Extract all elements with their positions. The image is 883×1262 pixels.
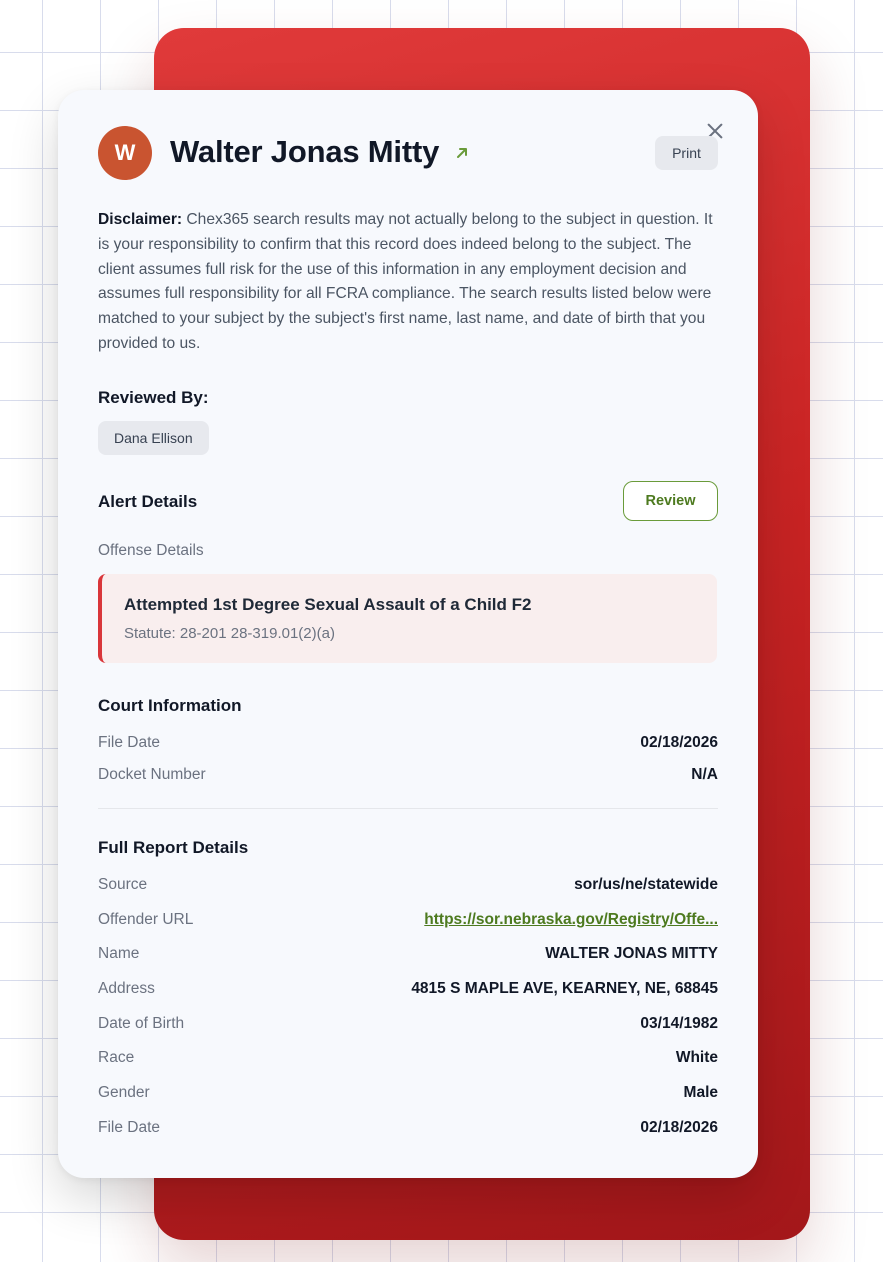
external-link-icon[interactable] — [455, 146, 469, 160]
court-row-file-date — [98, 734, 718, 756]
disclaimer-text: Chex365 search results may not actually belong to the subject in question. It is your responsibility to confirm that this record does indeed belong to the subject. The client assumes full risk for the use of this information in any employment decision and assumes full responsibility for all FCRA compliance. The search results listed below were matched to your subject by the subject's first name, last name, and date of birth that you provided to us. — [98, 211, 713, 352]
court-information-title: Court Information — [98, 696, 242, 715]
row-label: Race — [98, 1049, 135, 1066]
row-label: File Date — [98, 1119, 161, 1136]
divider — [98, 808, 718, 809]
report-row-source — [98, 876, 718, 898]
reviewer-chip: Dana Ellison — [98, 421, 209, 455]
report-row-address — [98, 980, 718, 1002]
row-label: Gender — [98, 1084, 150, 1101]
row-label: Docket Number — [98, 766, 206, 783]
report-row-file-date — [98, 1119, 718, 1141]
print-button[interactable]: Print — [655, 136, 718, 170]
report-row-race — [98, 1049, 718, 1071]
disclaimer-label: Disclaimer: — [98, 211, 183, 228]
row-label: File Date — [98, 734, 161, 751]
court-row-docket-number — [98, 766, 718, 788]
subject-name: Walter Jonas Mitty — [170, 134, 440, 169]
row-label: Offender URL — [98, 911, 194, 928]
row-value: 4815 S MAPLE AVE, KEARNEY, NE, 68845 — [411, 980, 718, 997]
row-label: Name — [98, 945, 140, 962]
report-row-offender-url — [98, 911, 718, 933]
full-report-title: Full Report Details — [98, 838, 249, 857]
offense-card — [98, 574, 717, 663]
report-row-gender — [98, 1084, 718, 1106]
offense-statute: Statute: 28-201 28-319.01(2)(a) — [124, 625, 335, 642]
report-row-name — [98, 945, 718, 967]
dialog-header — [98, 126, 718, 180]
review-button[interactable]: Review — [623, 481, 718, 521]
row-label: Date of Birth — [98, 1015, 185, 1032]
row-value: 02/18/2026 — [640, 734, 718, 751]
offender-url-link[interactable]: https://sor.nebraska.gov/Registry/Offe... — [424, 911, 718, 928]
report-row-date-of-birth — [98, 1015, 718, 1037]
row-label: Address — [98, 980, 155, 997]
row-label: Source — [98, 876, 148, 893]
disclaimer — [98, 208, 720, 357]
row-value: White — [675, 1049, 718, 1066]
avatar: W — [98, 126, 152, 180]
row-value: Male — [683, 1084, 718, 1101]
row-value: N/A — [691, 766, 718, 783]
offense-title: Attempted 1st Degree Sexual Assault of a Child F2 — [124, 595, 532, 614]
alert-detail-dialog — [58, 90, 758, 1178]
row-value: sor/us/ne/statewide — [574, 876, 718, 893]
row-value: 03/14/1982 — [640, 1015, 718, 1032]
reviewed-by-title: Reviewed By: — [98, 388, 209, 407]
row-value: 02/18/2026 — [640, 1119, 718, 1136]
offense-details-label: Offense Details — [98, 542, 204, 559]
row-value: WALTER JONAS MITTY — [545, 945, 718, 962]
alert-details-title: Alert Details — [98, 492, 198, 511]
